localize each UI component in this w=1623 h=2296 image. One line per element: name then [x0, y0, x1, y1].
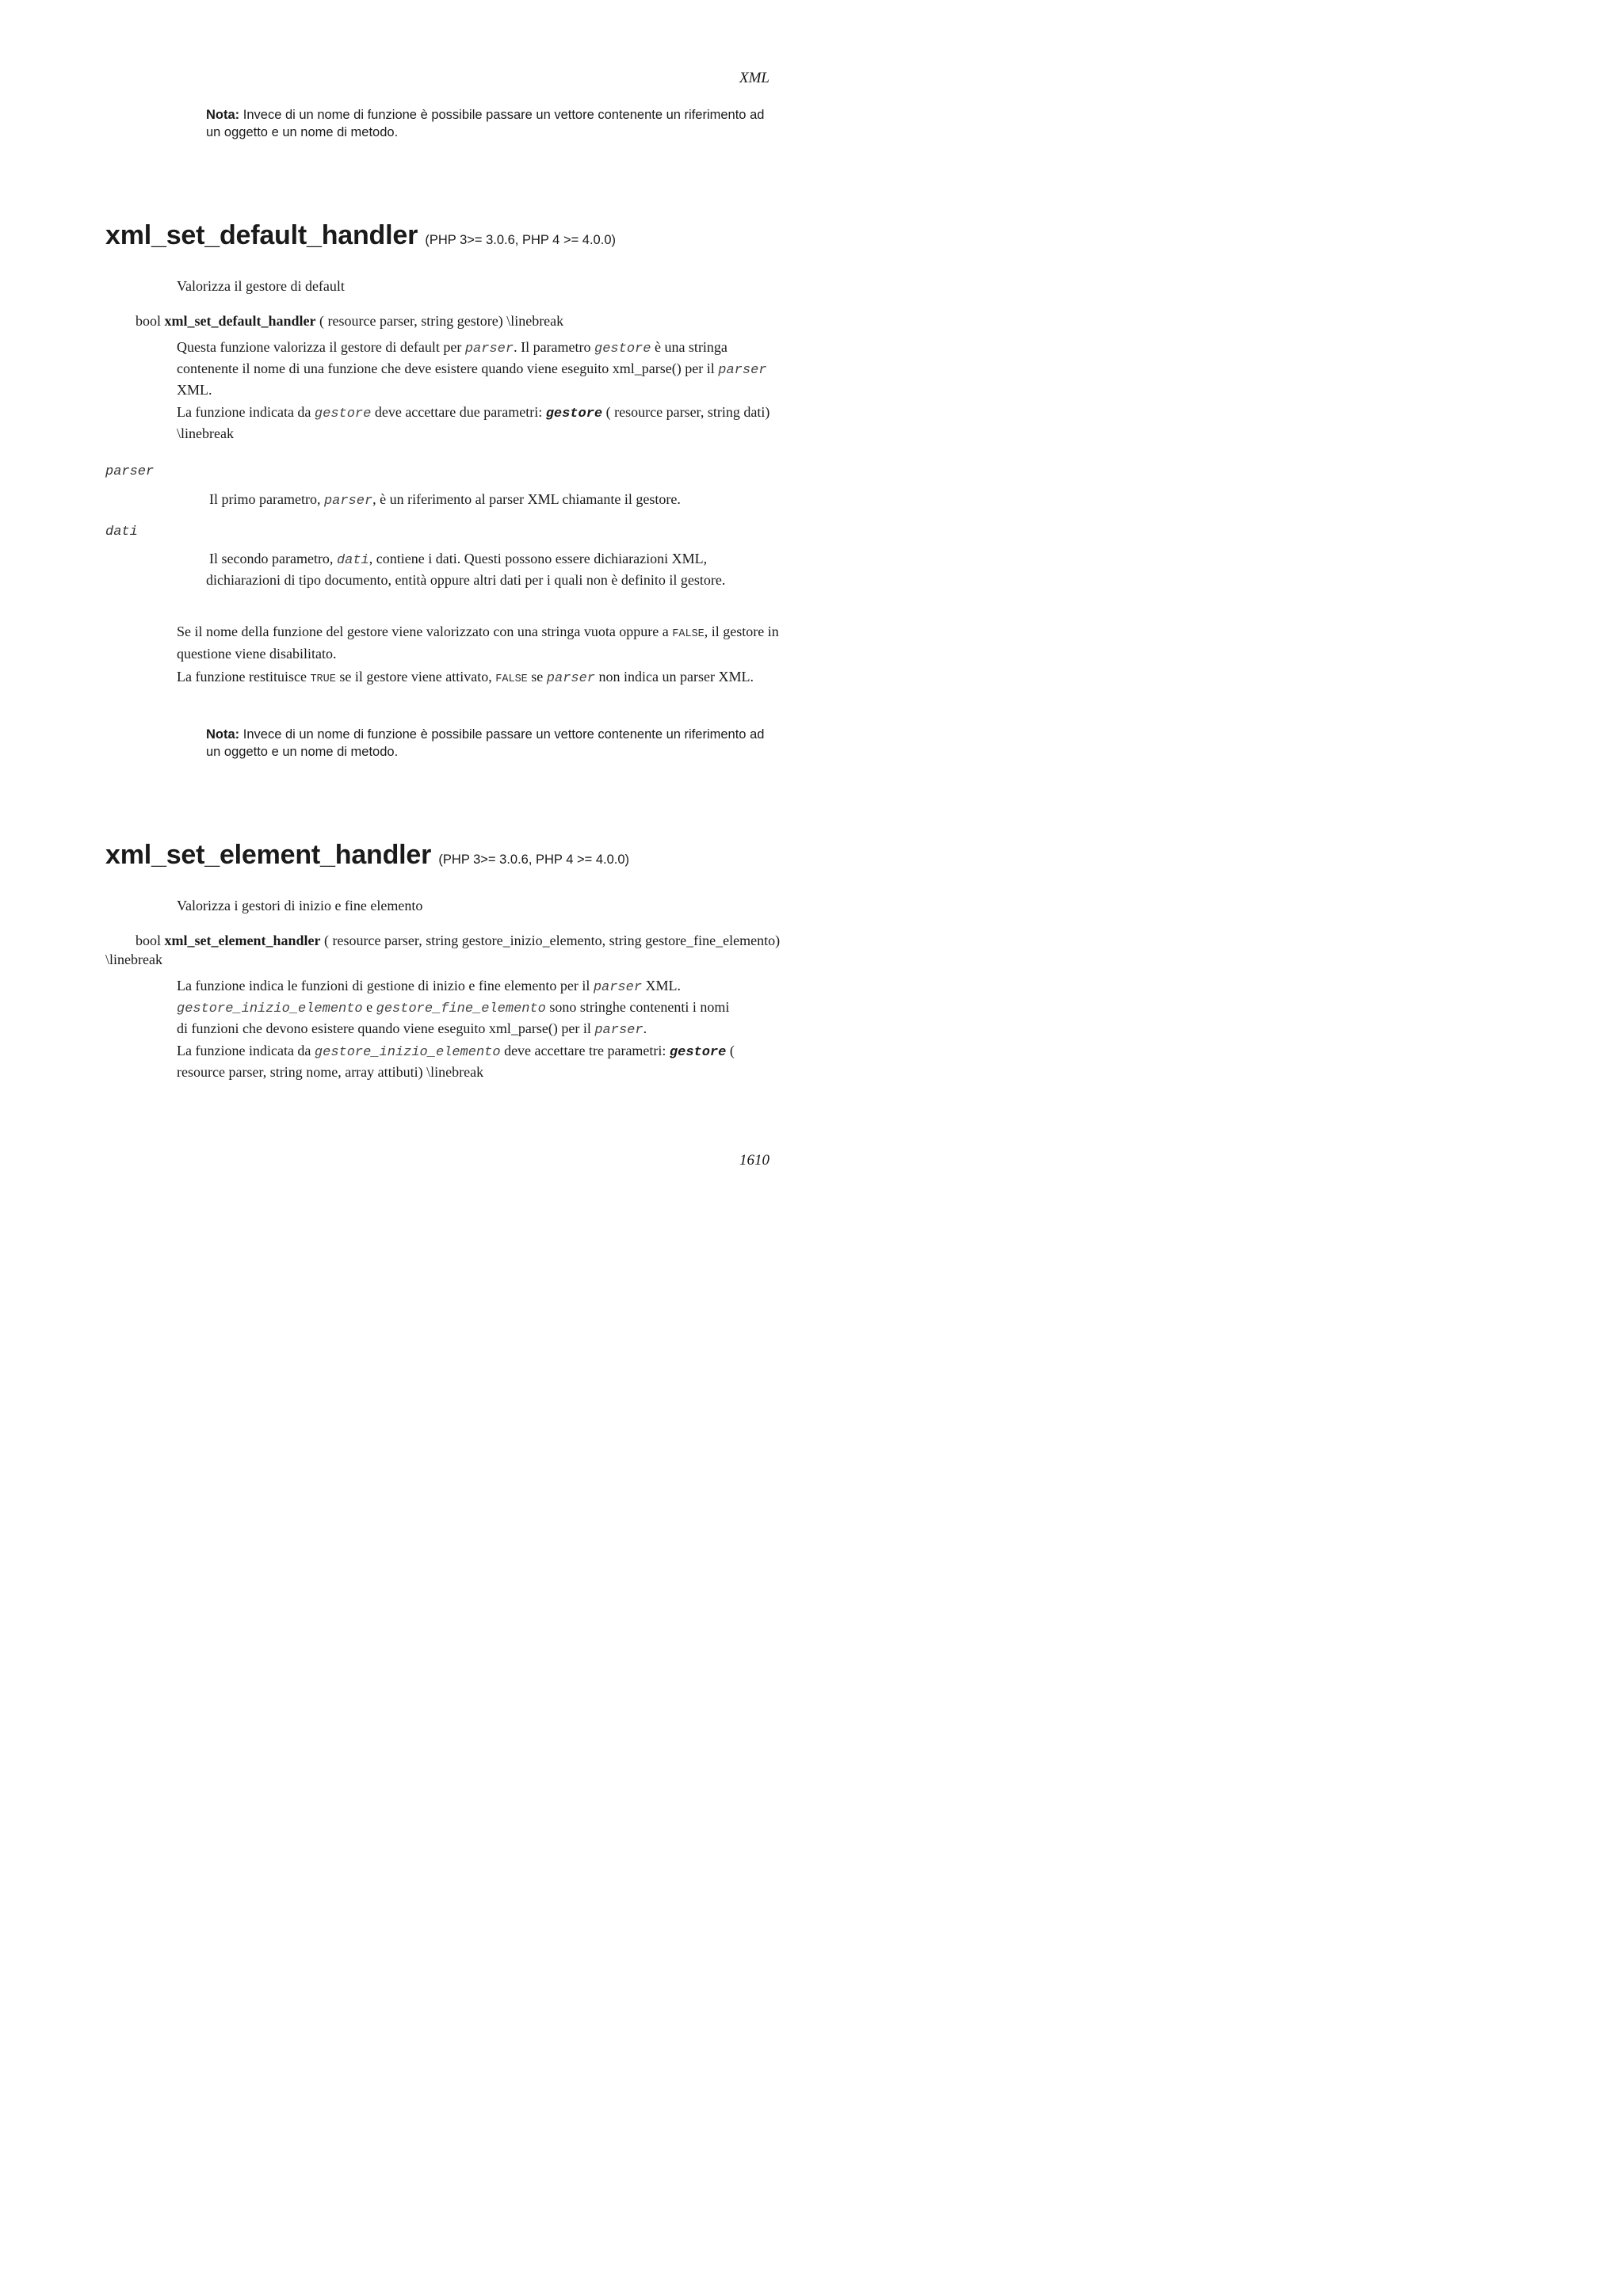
note	[206, 106, 777, 141]
parameter-ref: parser	[718, 363, 767, 378]
text: XML.	[642, 978, 682, 994]
function-title	[105, 220, 616, 251]
text: Questa funzione valorizza il gestore di default per	[177, 339, 465, 355]
text: se	[527, 669, 547, 685]
text-line	[177, 1062, 787, 1081]
synopsis-args: ( resource parser, string gestore_inizio_elemento, string gestore_fine_elemento)	[320, 933, 781, 948]
parameter-ref: parser	[546, 671, 596, 686]
description-paragraph	[177, 402, 779, 443]
text: Se il nome della funzione del gestore viene valorizzato con una stringa vuota oppure a	[177, 624, 673, 639]
function-purpose: Valorizza il gestore di default	[177, 278, 345, 294]
callback-name: gestore	[545, 406, 603, 421]
parameter-ref: dati	[336, 553, 369, 568]
text: non indica un parser XML.	[595, 669, 754, 685]
parameter-ref: gestore_fine_elemento	[376, 1001, 546, 1016]
note-text: Invece di un nome di funzione è possibile passare un vettore contenente un riferimento ad un oggetto e un nome di metodo.	[206, 108, 765, 139]
text: La funzione restituisce	[177, 669, 311, 685]
description-paragraph	[177, 976, 787, 1040]
php-version-availability: (PHP 3>= 3.0.6, PHP 4 >= 4.0.0)	[438, 852, 630, 867]
text: ( resource parser, string dati) \linebreak	[177, 404, 770, 441]
text: , è un riferimento al parser XML chiamante il gestore.	[372, 491, 681, 507]
synopsis-args: ( resource parser, string gestore) \linebreak	[315, 313, 564, 329]
note-label: Nota:	[206, 727, 240, 742]
return-type: bool	[136, 313, 162, 329]
description-paragraph	[177, 1041, 787, 1081]
text: deve accettare tre parametri:	[500, 1043, 670, 1058]
constant: TRUE	[310, 673, 336, 685]
text: XML.	[177, 382, 212, 398]
synopsis-function-name: xml_set_default_handler	[164, 313, 316, 329]
description-paragraph	[177, 338, 779, 399]
function-synopsis	[136, 931, 780, 950]
text: Il primo parametro,	[209, 491, 324, 507]
parameter-ref: parser	[594, 1023, 643, 1038]
text: .	[643, 1020, 647, 1036]
text: deve accettare due parametri:	[371, 404, 546, 420]
return-type: bool	[136, 933, 162, 948]
text: e	[362, 999, 376, 1015]
parameter-ref: parser	[593, 980, 643, 995]
parameter-ref: gestore	[594, 341, 651, 357]
text: . Il parametro	[514, 339, 595, 355]
text: se il gestore viene attivato,	[335, 669, 496, 685]
text-line	[177, 1041, 787, 1062]
description-paragraph	[177, 622, 779, 663]
text: La funzione indicata da	[177, 1043, 315, 1058]
text: , contiene i dati. Questi possono essere dichiarazioni XML, dichiarazioni di tipo documento, entità oppure altri dati per i quali non è definito il gestore.	[206, 551, 726, 588]
php-version-availability: (PHP 3>= 3.0.6, PHP 4 >= 4.0.0)	[425, 233, 616, 247]
parameter-ref: parser	[464, 341, 514, 357]
synopsis-function-name: xml_set_element_handler	[164, 933, 321, 948]
function-synopsis	[136, 311, 563, 330]
text: La funzione indicata da	[177, 404, 315, 420]
note	[206, 726, 777, 761]
param-term: dati	[105, 524, 138, 540]
parameter-ref: parser	[323, 494, 373, 509]
text: resource parser, string nome, array attibuti) \linebreak	[177, 1064, 484, 1080]
page-number: 1610	[739, 1152, 769, 1169]
note-text: Invece di un nome di funzione è possibile passare un vettore contenente un riferimento ad un oggetto e un nome di metodo.	[206, 727, 765, 759]
param-term: parser	[105, 464, 155, 479]
callback-name: gestore	[669, 1045, 727, 1060]
running-header: XML	[739, 70, 769, 86]
parameter-ref: gestore_inizio_elemento	[177, 1001, 363, 1016]
param-description	[209, 490, 772, 511]
text: (	[726, 1043, 735, 1058]
text-line	[177, 1019, 787, 1040]
function-title	[105, 840, 629, 871]
param-description	[206, 549, 777, 589]
parameter-ref: gestore_inizio_elemento	[314, 1045, 501, 1060]
function-name: xml_set_default_handler	[105, 220, 418, 250]
text: di funzioni che devono esistere quando viene eseguito xml_parse() per il	[177, 1020, 595, 1036]
text: , il gestore in questione viene disabilitato.	[177, 624, 779, 662]
text: Il secondo parametro,	[209, 551, 337, 566]
text: La funzione indica le funzioni di gestione di inizio e fine elemento per il	[177, 978, 594, 994]
constant: FALSE	[672, 628, 705, 640]
return-values-paragraph	[177, 667, 779, 689]
note-label: Nota:	[206, 108, 240, 122]
function-purpose: Valorizza i gestori di inizio e fine elemento	[177, 898, 423, 913]
constant: FALSE	[495, 673, 528, 685]
text: è una stringa contenente il nome di una funzione che deve esistere quando viene eseguito xml_parse() per il	[177, 339, 727, 376]
text-line	[177, 976, 787, 997]
parameter-ref: gestore	[314, 406, 372, 421]
text-line	[177, 997, 787, 1019]
text: sono stringhe contenenti i nomi	[545, 999, 730, 1015]
synopsis-tail: \linebreak	[105, 952, 162, 967]
function-name: xml_set_element_handler	[105, 840, 432, 870]
